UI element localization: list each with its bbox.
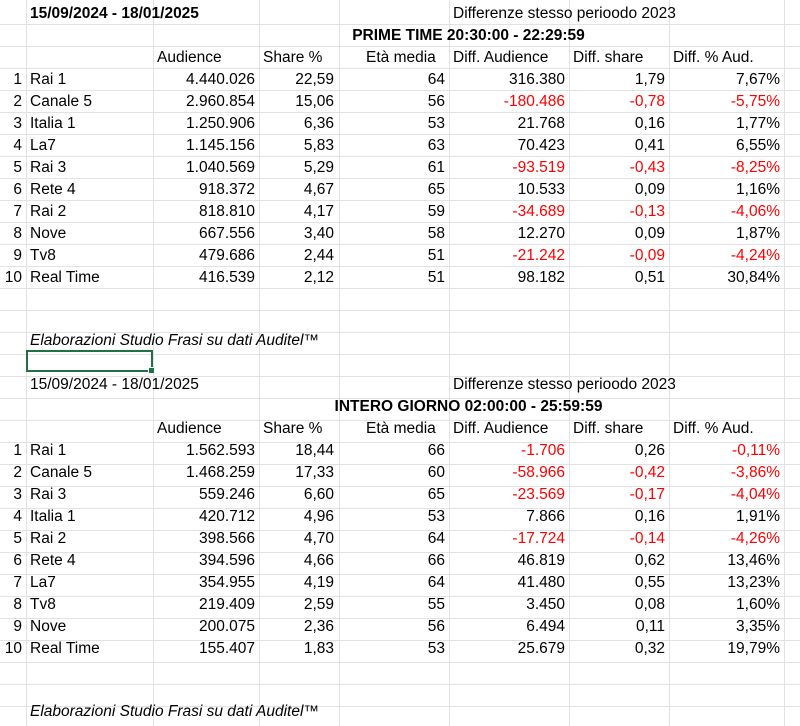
diff-pct-value[interactable]: 3,35%: [736, 618, 780, 635]
audience-value[interactable]: 354.955: [198, 574, 255, 591]
channel-name[interactable]: Rete 4: [30, 552, 76, 569]
row-number[interactable]: 8: [13, 225, 22, 242]
audience-value[interactable]: 398.566: [198, 530, 255, 547]
diff-pct-value[interactable]: 19,79%: [727, 640, 780, 657]
diff-pct-value[interactable]: 30,84%: [727, 269, 780, 286]
prime-diff-note[interactable]: Differenze stesso perioodo 2023: [453, 5, 676, 22]
audience-value[interactable]: 219.409: [198, 596, 255, 613]
share-value[interactable]: 17,33: [295, 464, 334, 481]
channel-name[interactable]: Rete 4: [30, 181, 76, 198]
diff-share-value[interactable]: 0,26: [634, 442, 665, 459]
table-row: [0, 223, 800, 245]
row-number[interactable]: 10: [4, 269, 22, 286]
header-share[interactable]: Share %: [263, 49, 323, 66]
diff-pct-value[interactable]: -0,11%: [732, 442, 780, 459]
row-number[interactable]: 1: [13, 71, 22, 88]
diff-pct-value[interactable]: -3,86%: [730, 464, 780, 481]
row-number[interactable]: 9: [13, 618, 22, 635]
day-header-row: [0, 418, 800, 440]
row-number[interactable]: 5: [13, 530, 22, 547]
share-value[interactable]: 5,29: [303, 159, 334, 176]
diff-share-value[interactable]: -0,43: [629, 159, 665, 176]
day-title[interactable]: INTERO GIORNO 02:00:00 - 25:59:59: [334, 398, 603, 415]
age-value[interactable]: 51: [427, 247, 445, 264]
table-row: [0, 157, 800, 179]
diff-pct-value[interactable]: 1,77%: [736, 115, 780, 132]
channel-name[interactable]: Rai 2: [30, 530, 67, 547]
share-value[interactable]: 4,17: [303, 203, 334, 220]
audience-value[interactable]: 1.040.569: [186, 159, 255, 176]
row-number[interactable]: 3: [13, 486, 22, 503]
row-number[interactable]: 6: [13, 181, 22, 198]
row-number[interactable]: 7: [13, 574, 22, 591]
row-number[interactable]: 6: [13, 552, 22, 569]
audience-value[interactable]: 559.246: [198, 486, 255, 503]
header-diff-audience[interactable]: Diff. Audience: [453, 420, 549, 437]
diff-audience-value[interactable]: 46.819: [517, 552, 565, 569]
diff-share-value[interactable]: 0,09: [634, 225, 665, 242]
table-row: [0, 69, 800, 91]
table-row: [0, 440, 800, 462]
diff-audience-value[interactable]: 25.679: [517, 640, 565, 657]
channel-name[interactable]: Canale 5: [30, 93, 93, 110]
channel-name[interactable]: Real Time: [30, 640, 100, 657]
table-row: [0, 484, 800, 506]
day-period-row: [0, 374, 800, 396]
diff-pct-value[interactable]: 1,60%: [736, 596, 780, 613]
diff-audience-value[interactable]: 12.270: [517, 225, 565, 242]
diff-share-value[interactable]: 0,08: [634, 596, 665, 613]
audience-value[interactable]: 479.686: [198, 247, 255, 264]
table-row: [0, 267, 800, 289]
diff-share-value[interactable]: 0,16: [634, 508, 665, 525]
table-row: [0, 179, 800, 201]
diff-audience-value[interactable]: -58.966: [512, 464, 565, 481]
share-value[interactable]: 5,83: [303, 137, 334, 154]
channel-name[interactable]: Tv8: [30, 247, 56, 264]
diff-pct-value[interactable]: 1,87%: [736, 225, 780, 242]
audience-value[interactable]: 420.712: [198, 508, 255, 525]
age-value[interactable]: 64: [427, 71, 445, 88]
diff-audience-value[interactable]: -23.569: [512, 486, 565, 503]
table-row: [0, 550, 800, 572]
diff-audience-value[interactable]: -17.724: [512, 530, 565, 547]
diff-share-value[interactable]: -0,17: [629, 486, 665, 503]
audience-value[interactable]: 394.596: [198, 552, 255, 569]
diff-share-value[interactable]: 0,51: [634, 269, 665, 286]
age-value[interactable]: 65: [427, 181, 445, 198]
channel-name[interactable]: La7: [30, 574, 56, 591]
audience-value[interactable]: 667.556: [198, 225, 255, 242]
diff-share-value[interactable]: 0,41: [634, 137, 665, 154]
table-row: [0, 506, 800, 528]
age-value[interactable]: 53: [427, 640, 445, 657]
diff-audience-value[interactable]: 6.494: [526, 618, 565, 635]
diff-share-value[interactable]: -0,09: [629, 247, 665, 264]
share-value[interactable]: 18,44: [295, 442, 334, 459]
share-value[interactable]: 6,36: [303, 115, 334, 132]
diff-audience-value[interactable]: -180.486: [503, 93, 565, 110]
diff-pct-value[interactable]: -8,25%: [730, 159, 780, 176]
channel-name[interactable]: Rai 3: [30, 486, 67, 503]
table-row: [0, 594, 800, 616]
diff-pct-value[interactable]: 13,46%: [727, 552, 780, 569]
prime-title[interactable]: PRIME TIME 20:30:00 - 22:29:59: [352, 27, 585, 44]
diff-pct-value[interactable]: -4,26%: [730, 530, 780, 547]
diff-pct-value[interactable]: -4,24%: [730, 247, 780, 264]
share-value[interactable]: 2,12: [303, 269, 334, 286]
age-value[interactable]: 61: [427, 159, 445, 176]
diff-share-value[interactable]: 0,55: [634, 574, 665, 591]
diff-pct-value[interactable]: 1,16%: [736, 181, 780, 198]
diff-audience-value[interactable]: -21.242: [512, 247, 565, 264]
diff-share-value[interactable]: 0,62: [634, 552, 665, 569]
age-value[interactable]: 64: [427, 574, 445, 591]
prime-source[interactable]: Elaborazioni Studio Frasi su dati Auditel™: [30, 332, 319, 349]
audience-value[interactable]: 1.145.156: [186, 137, 255, 154]
header-diff-audience[interactable]: Diff. Audience: [453, 49, 549, 66]
row-number[interactable]: 4: [13, 137, 22, 154]
gridline: [0, 684, 800, 685]
share-value[interactable]: 4,96: [303, 508, 334, 525]
selected-cell[interactable]: [26, 350, 153, 372]
channel-name[interactable]: Rai 1: [30, 71, 67, 88]
share-value[interactable]: 2,36: [303, 618, 334, 635]
diff-share-value[interactable]: -0,13: [629, 203, 665, 220]
day-source[interactable]: Elaborazioni Studio Frasi su dati Auditel™: [30, 703, 319, 720]
row-number[interactable]: 10: [4, 640, 22, 657]
header-diff-pct[interactable]: Diff. % Aud.: [673, 420, 754, 437]
prime-source-row: [0, 330, 800, 352]
channel-name[interactable]: Canale 5: [30, 464, 93, 481]
prime-period-row: [0, 3, 800, 25]
diff-share-value[interactable]: -0,14: [629, 530, 665, 547]
diff-audience-value[interactable]: 316.380: [508, 71, 565, 88]
age-value[interactable]: 59: [427, 203, 445, 220]
diff-share-value[interactable]: 0,16: [634, 115, 665, 132]
channel-name[interactable]: Rai 1: [30, 442, 67, 459]
share-value[interactable]: 4,70: [303, 530, 334, 547]
gridline: [0, 662, 800, 663]
day-period[interactable]: 15/09/2024 - 18/01/2025: [30, 376, 199, 393]
header-age[interactable]: Età media: [366, 49, 436, 66]
share-value[interactable]: 2,44: [303, 247, 334, 264]
age-value[interactable]: 65: [427, 486, 445, 503]
age-value[interactable]: 53: [427, 115, 445, 132]
prime-period[interactable]: 15/09/2024 - 18/01/2025: [30, 5, 199, 22]
audience-value[interactable]: 1.468.259: [186, 464, 255, 481]
table-row: [0, 201, 800, 223]
age-value[interactable]: 64: [427, 530, 445, 547]
table-row: [0, 91, 800, 113]
share-value[interactable]: 6,60: [303, 486, 334, 503]
diff-share-value[interactable]: 0,09: [634, 181, 665, 198]
audience-value[interactable]: 918.372: [198, 181, 255, 198]
table-row: [0, 245, 800, 267]
prime-header-row: [0, 47, 800, 69]
diff-share-value[interactable]: -0,78: [629, 93, 665, 110]
diff-pct-value[interactable]: 7,67%: [736, 71, 780, 88]
channel-name[interactable]: Tv8: [30, 596, 56, 613]
header-diff-share[interactable]: Diff. share: [573, 49, 644, 66]
table-row: [0, 462, 800, 484]
audience-value[interactable]: 1.562.593: [186, 442, 255, 459]
row-number[interactable]: 4: [13, 508, 22, 525]
channel-name[interactable]: Italia 1: [30, 115, 76, 132]
channel-name[interactable]: La7: [30, 137, 56, 154]
age-value[interactable]: 51: [427, 269, 445, 286]
header-share[interactable]: Share %: [263, 420, 323, 437]
diff-audience-value[interactable]: -34.689: [512, 203, 565, 220]
channel-name[interactable]: Rai 2: [30, 203, 67, 220]
diff-pct-value[interactable]: 1,91%: [736, 508, 780, 525]
table-row: [0, 113, 800, 135]
row-number[interactable]: 8: [13, 596, 22, 613]
gridline: [0, 310, 800, 311]
diff-pct-value[interactable]: -4,06%: [730, 203, 780, 220]
diff-pct-value[interactable]: 13,23%: [727, 574, 780, 591]
table-row: [0, 135, 800, 157]
share-value[interactable]: 4,67: [303, 181, 334, 198]
diff-audience-value[interactable]: 98.182: [517, 269, 565, 286]
diff-pct-value[interactable]: -4,04%: [730, 486, 780, 503]
age-value[interactable]: 56: [427, 93, 445, 110]
row-number[interactable]: 5: [13, 159, 22, 176]
channel-name[interactable]: Nove: [30, 225, 67, 242]
header-age[interactable]: Età media: [366, 420, 436, 437]
audience-value[interactable]: 155.407: [198, 640, 255, 657]
channel-name[interactable]: Italia 1: [30, 508, 76, 525]
row-number[interactable]: 9: [13, 247, 22, 264]
audience-value[interactable]: 1.250.906: [186, 115, 255, 132]
channel-name[interactable]: Real Time: [30, 269, 100, 286]
share-value[interactable]: 15,06: [295, 93, 334, 110]
diff-share-value[interactable]: 0,11: [635, 618, 665, 635]
diff-audience-value[interactable]: 10.533: [517, 181, 565, 198]
day-title-row: [0, 396, 800, 418]
diff-pct-value[interactable]: -5,75%: [730, 93, 780, 110]
diff-share-value[interactable]: 0,32: [634, 640, 665, 657]
share-value[interactable]: 4,19: [303, 574, 334, 591]
row-number[interactable]: 1: [13, 442, 22, 459]
channel-name[interactable]: Rai 3: [30, 159, 67, 176]
share-value[interactable]: 2,59: [303, 596, 334, 613]
audience-value[interactable]: 4.440.026: [186, 71, 255, 88]
age-value[interactable]: 53: [427, 508, 445, 525]
diff-audience-value[interactable]: 70.423: [517, 137, 565, 154]
age-value[interactable]: 58: [427, 225, 445, 242]
header-diff-share[interactable]: Diff. share: [573, 420, 644, 437]
row-number[interactable]: 2: [13, 464, 22, 481]
diff-share-value[interactable]: 1,79: [634, 71, 665, 88]
audience-value[interactable]: 416.539: [198, 269, 255, 286]
row-number[interactable]: 3: [13, 115, 22, 132]
header-audience[interactable]: Audience: [157, 49, 222, 66]
header-audience[interactable]: Audience: [157, 420, 222, 437]
channel-name[interactable]: Nove: [30, 618, 67, 635]
diff-audience-value[interactable]: 7.866: [526, 508, 565, 525]
age-value[interactable]: 66: [427, 442, 445, 459]
age-value[interactable]: 66: [427, 552, 445, 569]
diff-audience-value[interactable]: -1.706: [521, 442, 565, 459]
share-value[interactable]: 4,66: [303, 552, 334, 569]
diff-audience-value[interactable]: 21.768: [517, 115, 565, 132]
share-value[interactable]: 1,83: [303, 640, 334, 657]
age-value[interactable]: 63: [427, 137, 445, 154]
age-value[interactable]: 56: [427, 618, 445, 635]
table-row: [0, 638, 800, 660]
audience-value[interactable]: 2.960.854: [186, 93, 255, 110]
share-value[interactable]: 22,59: [295, 71, 334, 88]
header-diff-pct[interactable]: Diff. % Aud.: [673, 49, 754, 66]
diff-pct-value[interactable]: 6,55%: [736, 137, 780, 154]
diff-audience-value[interactable]: 41.480: [517, 574, 565, 591]
diff-share-value[interactable]: -0,42: [629, 464, 665, 481]
day-diff-note[interactable]: Differenze stesso perioodo 2023: [453, 376, 676, 393]
share-value[interactable]: 3,40: [303, 225, 334, 242]
table-row: [0, 616, 800, 638]
diff-audience-value[interactable]: 3.450: [526, 596, 565, 613]
age-value[interactable]: 60: [427, 464, 445, 481]
day-source-row: [0, 701, 800, 723]
table-row: [0, 572, 800, 594]
audience-value[interactable]: 818.810: [198, 203, 255, 220]
age-value[interactable]: 55: [427, 596, 445, 613]
table-row: [0, 528, 800, 550]
row-number[interactable]: 7: [13, 203, 22, 220]
diff-audience-value[interactable]: -93.519: [512, 159, 565, 176]
prime-title-row: [0, 25, 800, 47]
audience-value[interactable]: 200.075: [198, 618, 255, 635]
row-number[interactable]: 2: [13, 93, 22, 110]
